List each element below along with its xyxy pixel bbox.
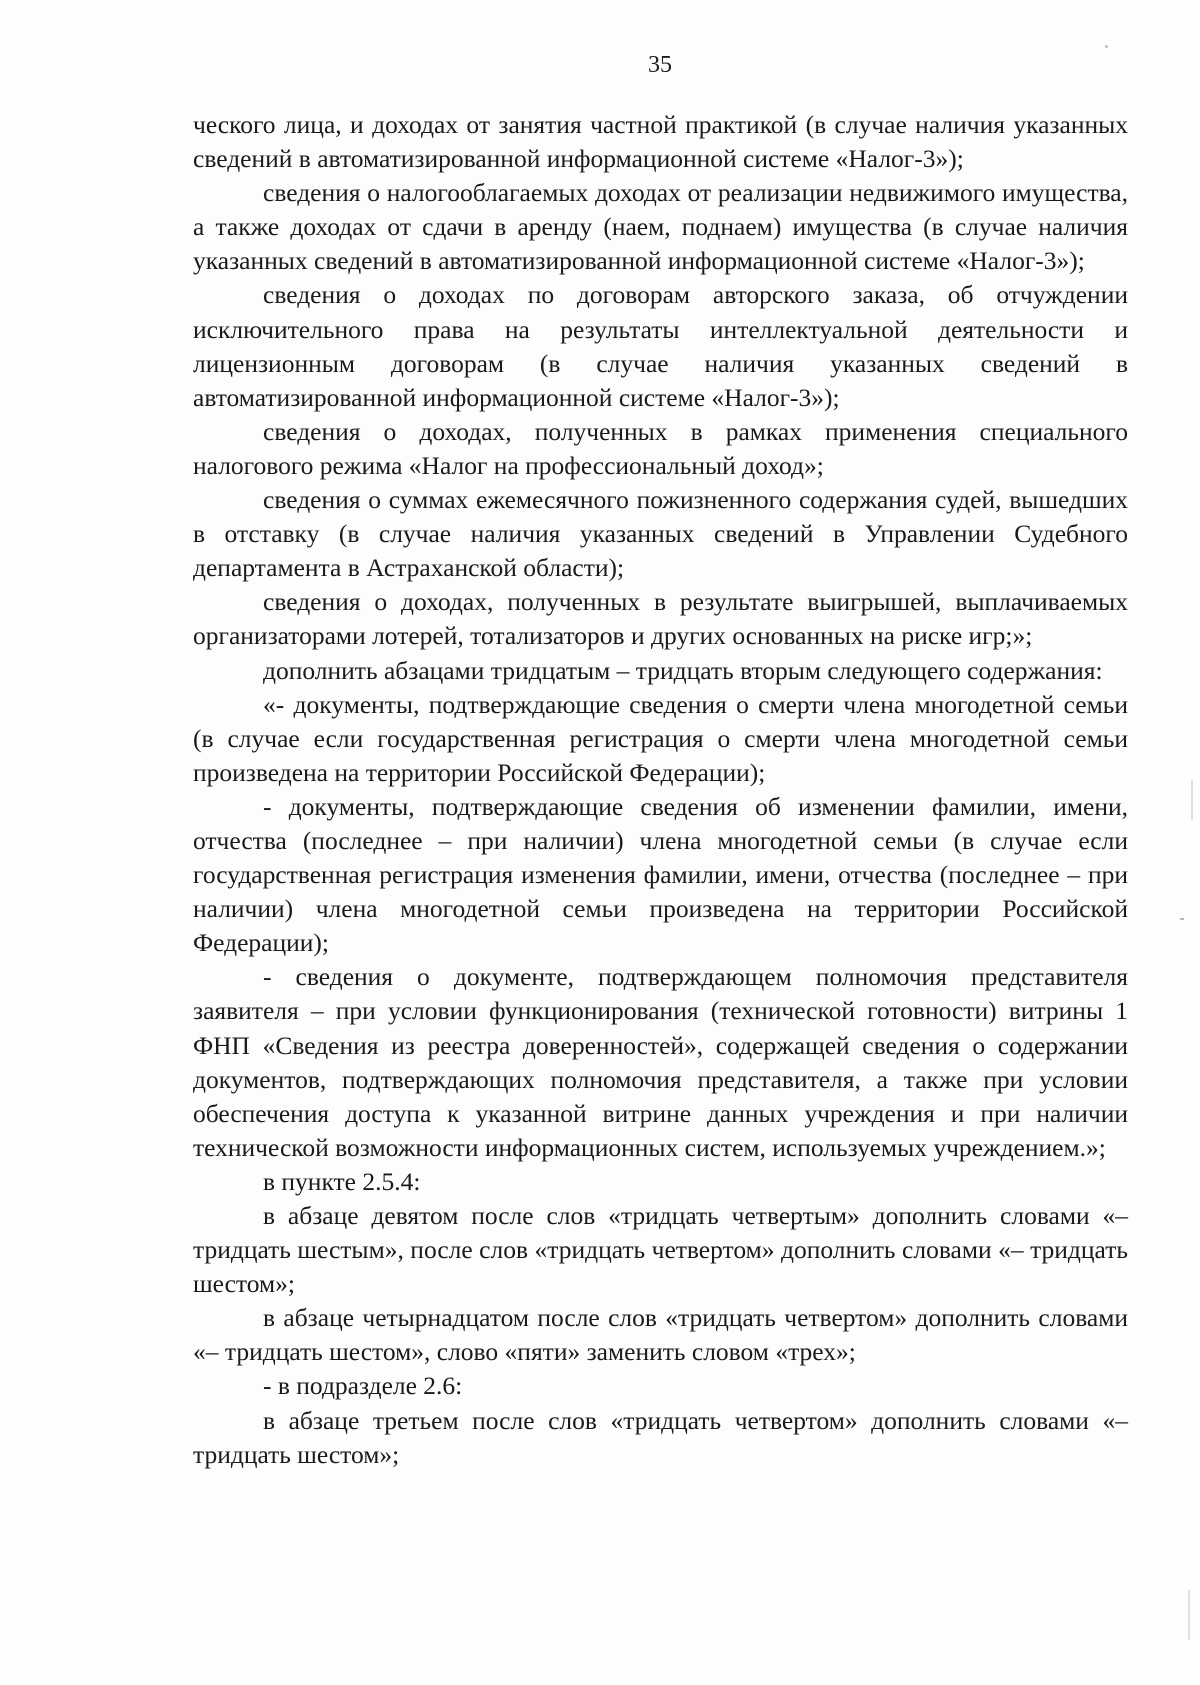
paragraph: дополнить абзацами тридцатым – тридцать вторым следующего содержания: bbox=[263, 655, 1103, 685]
paragraph: в пункте 2.5.4: bbox=[263, 1166, 421, 1196]
scan-artifact bbox=[1188, 1590, 1190, 1640]
paragraph: сведения о доходах, полученных в рамках применения специального налогового режима «Налог на профессиональный доход»; bbox=[193, 416, 1128, 480]
paragraph: сведения о суммах ежемесячного пожизненного содержания судей, вышедших в отставку (в случае наличия указанных сведений в Управлении Судебного департамента в Астраханской области); bbox=[193, 485, 1128, 583]
scan-artifact bbox=[1105, 45, 1108, 48]
paragraph: сведения о доходах по договорам авторского заказа, об отчуждении исключительного права на результаты интеллектуальной деятельности и лицензионным договорам (в случае наличия указанных сведений в автоматизированной информационной системе «Налог-3»); bbox=[193, 280, 1128, 412]
paragraph: сведения о налогооблагаемых доходах от реализации недвижимого имущества, а также доходах от сдачи в аренду (наем, поднаем) имущества (в случае наличия указанных сведений в автоматизированной информационной системе «Налог-3»); bbox=[193, 178, 1128, 276]
paragraph: - в подразделе 2.6: bbox=[263, 1371, 463, 1401]
paragraph: в абзаце девятом после слов «тридцать четвертым» дополнить словами «– тридцать шестым», после слов «тридцать четвертом» дополнить словами «– тридцать шестом»; bbox=[193, 1201, 1128, 1299]
paragraph: в абзаце четырнадцатом после слов «тридцать четвертом» дополнить словами «– тридцать шестом», слово «пяти» заменить словом «трех»; bbox=[193, 1303, 1128, 1367]
scan-artifact bbox=[1180, 918, 1184, 920]
paragraph: в абзаце третьем после слов «тридцать четвертом» дополнить словами «– тридцать шестом»; bbox=[193, 1405, 1128, 1469]
paragraph: «- документы, подтверждающие сведения о смерти члена многодетной семьи (в случае если государственная регистрация о смерти члена многодетной семьи произведена на территории Российской Федерации); bbox=[193, 689, 1128, 787]
paragraph: - сведения о документе, подтверждающем полномочия представителя заявителя – при условии функционирования (технической готовности) витрины 1 ФНП «Сведения из реестра доверенностей», содержащей сведения о содержании документов, подтверждающих полномочия представителя, а также при условии обеспечения доступа к указанной витрине данных учреждения и при наличии технической возможности информационных систем, используемых учреждением.»; bbox=[193, 962, 1128, 1162]
document-body bbox=[193, 108, 1128, 1472]
scan-artifact bbox=[1191, 780, 1193, 820]
page-number: 35 bbox=[648, 52, 672, 78]
paragraph: - документы, подтверждающие сведения об изменении фамилии, имени, отчества (последнее – при наличии) члена многодетной семьи (в случае если государственная регистрация изменения фамилии, имени, отчества (последнее – при наличии) члена многодетной семьи произведена на территории Российской Федерации); bbox=[193, 791, 1128, 958]
paragraph: сведения о доходах, полученных в результате выигрышей, выплачиваемых организаторами лотерей, тотализаторов и других основанных на риске игр;»; bbox=[193, 587, 1128, 651]
paragraph: ческого лица, и доходах от занятия частной практикой (в случае наличия указанных сведений в автоматизированной информационной системе «Налог-3»); bbox=[193, 110, 1128, 174]
